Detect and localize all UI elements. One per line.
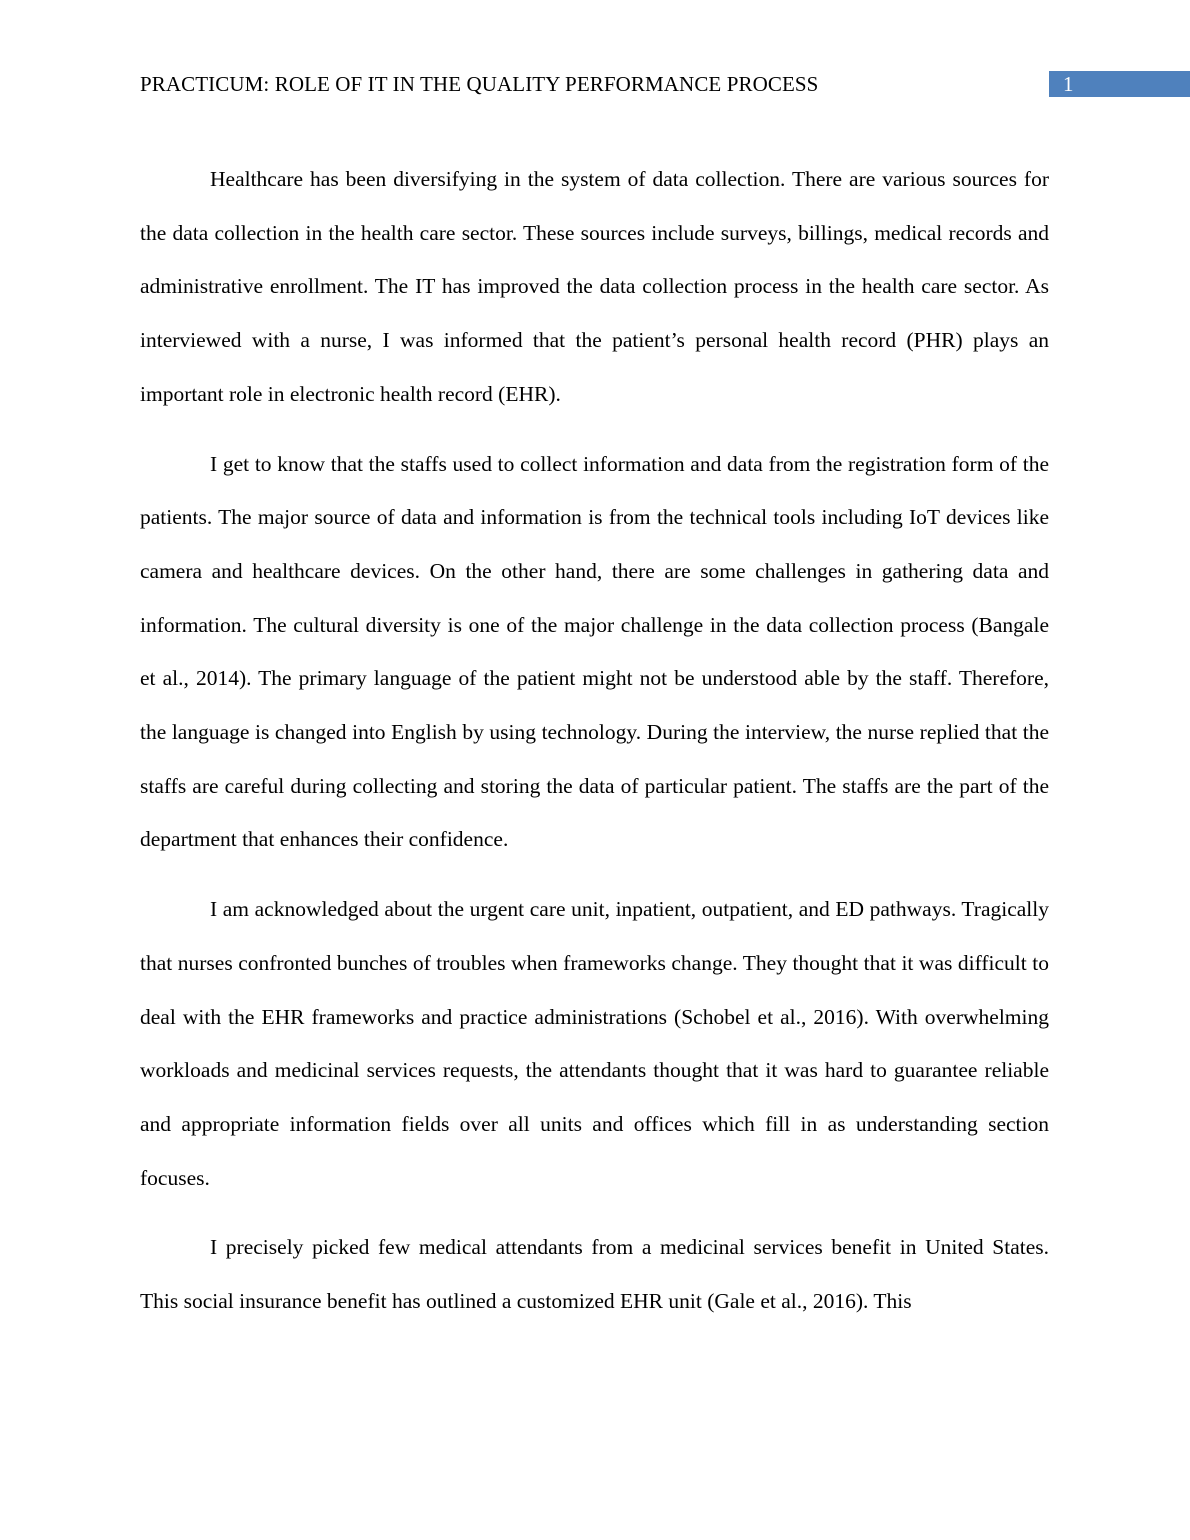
page-number-bar xyxy=(1049,71,1190,97)
page-number: 1 xyxy=(1063,72,1074,96)
paragraph-1: Healthcare has been diversifying in the system of data collection. There are various sources for the data collection in the health care sector. These sources include surveys, billings, medical records and administrative enrollment. The IT has improved the data collection process in the health care sector. As interviewed with a nurse, I was informed that the patient’s personal health record (PHR) plays an important role in electronic health record (EHR). xyxy=(140,167,1049,406)
running-header-title: PRACTICUM: ROLE OF IT IN THE QUALITY PERFORMANCE PROCESS xyxy=(140,72,819,96)
paragraph-3: I am acknowledged about the urgent care unit, inpatient, outpatient, and ED pathways. Tragically that nurses confronted bunches of troubles when frameworks change. They thought that it was difficult to deal with the EHR frameworks and practice administrations (Schobel et al., 2016). With overwhelming workloads and medicinal services requests, the attendants thought that it was hard to guarantee reliable and appropriate information fields over all units and offices which fill in as understanding section focuses. xyxy=(140,897,1049,1190)
document-body xyxy=(140,153,1049,1345)
paragraph-2: I get to know that the staffs used to collect information and data from the registration form of the patients. The major source of data and information is from the technical tools including IoT devices like camera and healthcare devices. On the other hand, there are some challenges in gathering data and information. The cultural diversity is one of the major challenge in the data collection process (Bangale et al., 2014). The primary language of the patient might not be understood able by the staff. Therefore, the language is changed into English by using technology. During the interview, the nurse replied that the staffs are careful during collecting and storing the data of particular patient. The staffs are the part of the department that enhances their confidence. xyxy=(140,451,1049,852)
paragraph-4: I precisely picked few medical attendants from a medicinal services benefit in United States. This social insurance benefit has outlined a customized EHR unit (Gale et al., 2016). This xyxy=(140,1235,1049,1314)
